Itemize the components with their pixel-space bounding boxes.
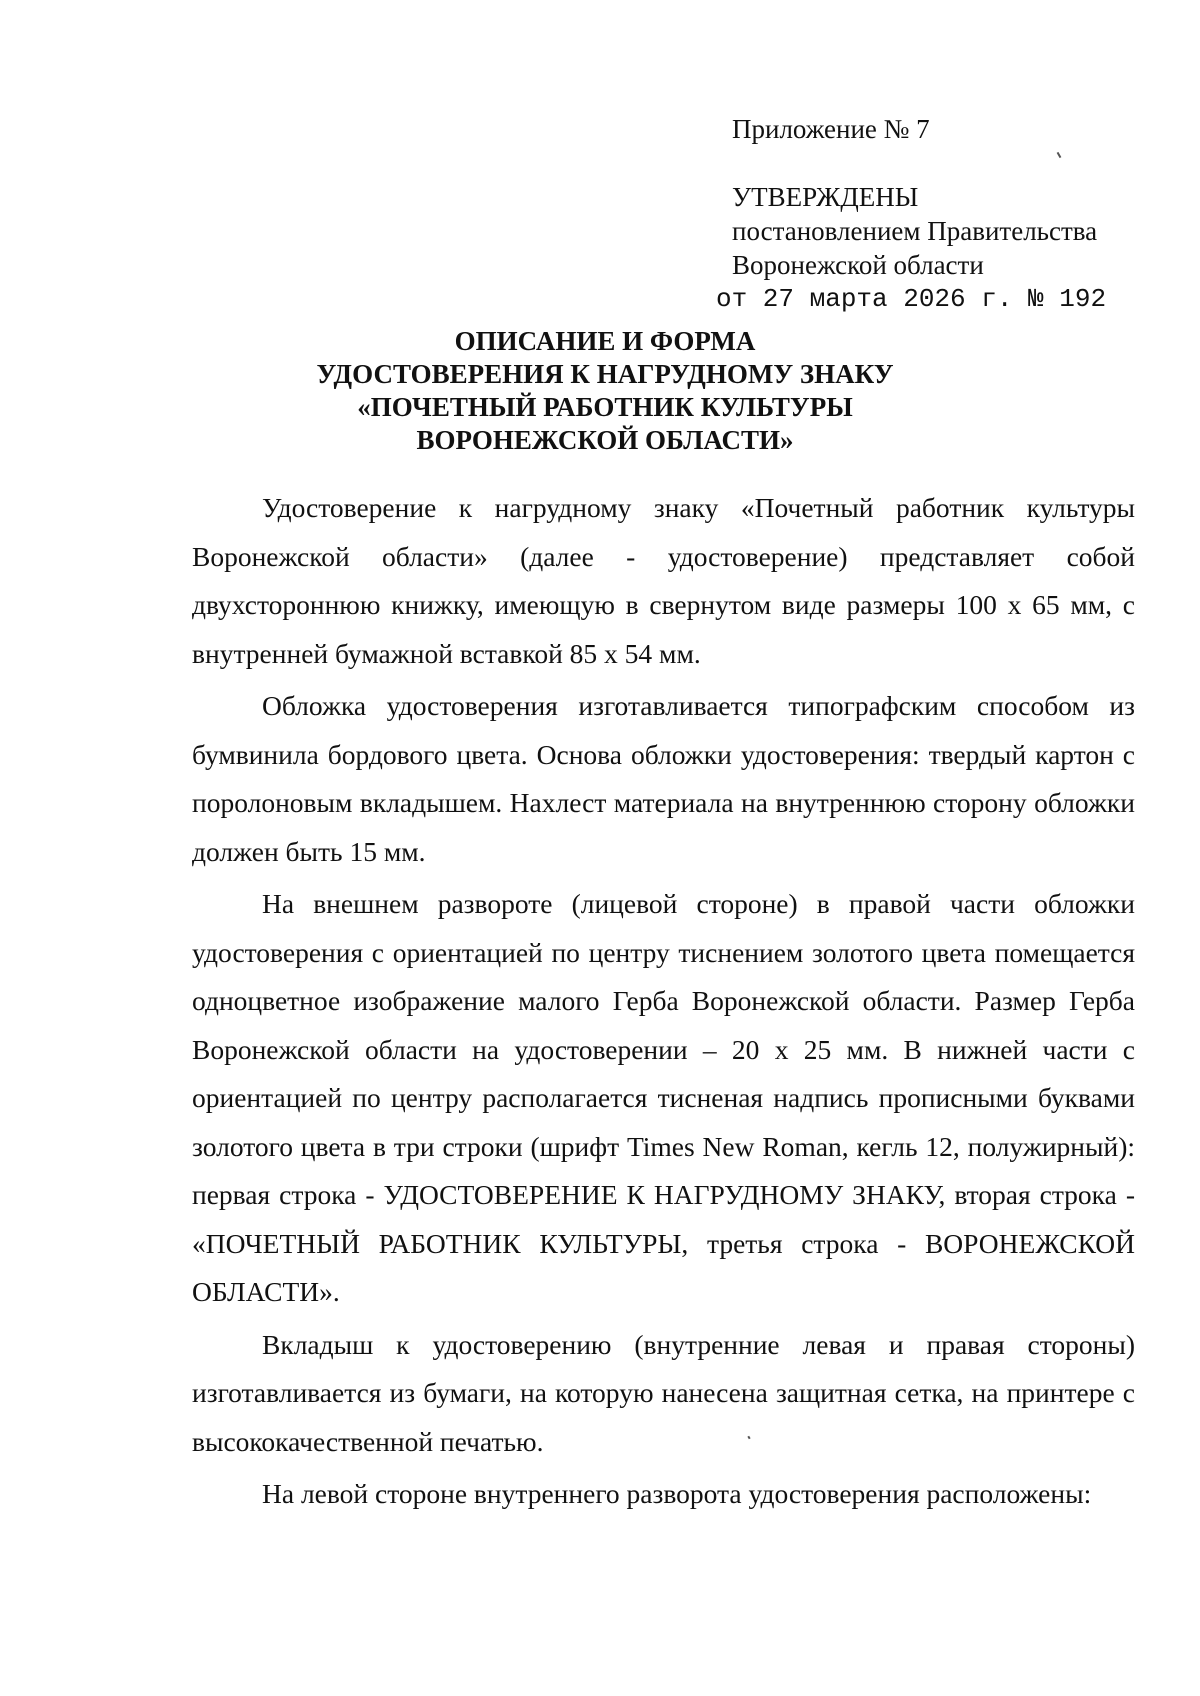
appendix-label: Приложение № 7 <box>732 114 930 144</box>
title-line-4: ВОРОНЕЖСКОЙ ОБЛАСТИ» <box>416 425 794 455</box>
document-title <box>180 325 1030 457</box>
title-line-3: «ПОЧЕТНЫЙ РАБОТНИК КУЛЬТУРЫ <box>357 392 853 422</box>
approved-label: УТВЕРЖДЕНЫ <box>732 182 919 212</box>
approval-authority: постановлением Правительства <box>732 216 1098 246</box>
document-body <box>192 484 1135 1523</box>
approval-region: Воронежской области <box>732 250 984 280</box>
paragraph-outer-spread: На внешнем развороте (лицевой стороне) в правой части обложки удостоверения с ориентацией по центру тиснением золотого цвета помещается одноцветное изображение малого Герба Воронежской области. Размер Герба Воронежской области на удостоверении – 20 х 25 мм. В нижней части с ориентацией по центру располагается тисненая надпись прописными буквами золотого цвета в три строки (шрифт Times New Roman, кегль 12, полужирный): первая строка - УДОСТОВЕРЕНИЕ К НАГРУДНОМУ ЗНАКУ, вторая строка - «ПОЧЕТНЫЙ РАБОТНИК КУЛЬТУРЫ, третья строка - ВОРОНЕЖСКОЙ ОБЛАСТИ». <box>192 888 1135 1307</box>
paragraph-cover: Обложка удостоверения изготавливается типографским способом из бумвинила бордового цвета. Основа обложки удостоверения: твердый картон с поролоновым вкладышем. Нахлест материала на внутреннюю сторону обложки должен быть 15 мм. <box>192 690 1135 867</box>
title-line-2: УДОСТОВЕРЕНИЯ К НАГРУДНОМУ ЗНАКУ <box>316 359 894 389</box>
paragraph-size: Удостоверение к нагрудному знаку «Почетный работник культуры Воронежской области» (далее - удостоверение) представляет собой двухстороннюю книжку, имеющую в свернутом виде размеры 100 х 65 мм, с внутренней бумажной вставкой 85 х 54 мм. <box>192 492 1135 669</box>
approval-date-number: от 27 марта 2026 г. № 192 <box>716 284 1107 314</box>
title-line-1: ОПИСАНИЕ И ФОРМА <box>454 326 756 356</box>
approval-block <box>716 112 1107 314</box>
paragraph-insert: Вкладыш к удостоверению (внутренние левая и правая стороны) изготавливается из бумаги, на которую нанесена защитная сетка, на принтере с высококачественной печатью. <box>192 1328 1135 1457</box>
paragraph-left-side: На левой стороне внутреннего разворота удостоверения расположены: <box>262 1478 1092 1509</box>
